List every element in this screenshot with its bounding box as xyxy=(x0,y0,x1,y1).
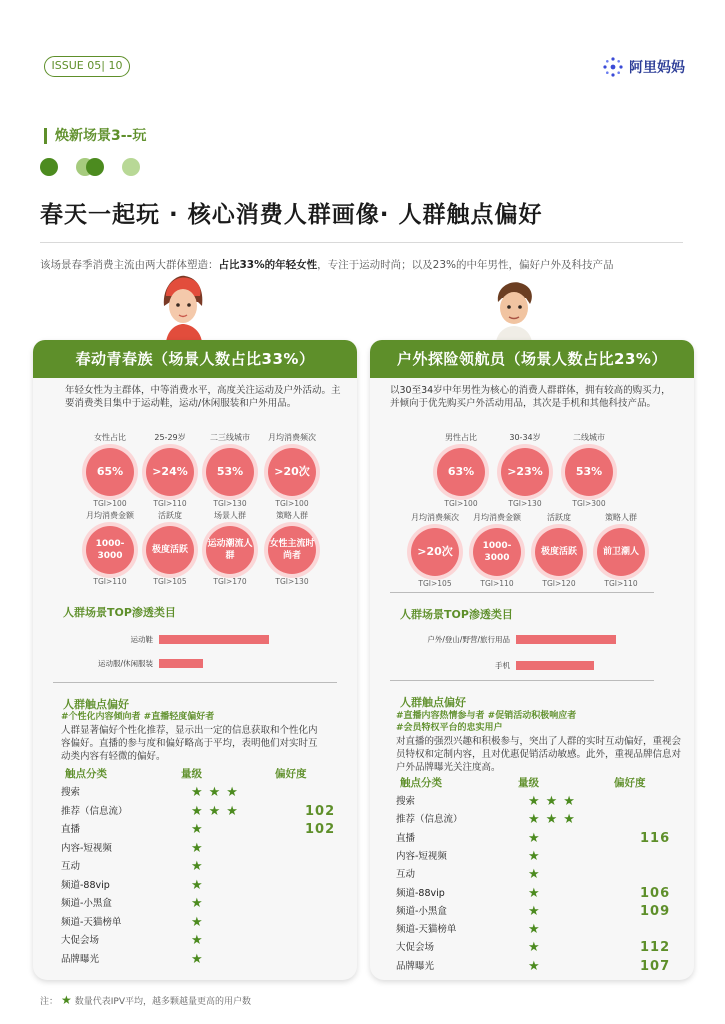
touchpoint-row xyxy=(61,840,341,858)
magnitude-stars: ★ xyxy=(528,940,546,956)
table-header-category: 触点分类 xyxy=(400,777,442,789)
stat-item: 月均消费频次 >20次 TGI>105 xyxy=(411,513,459,588)
stat-item: 30-34岁 >23% TGI>130 xyxy=(494,432,556,508)
magnitude-stars: ★ xyxy=(191,914,209,930)
stat-item: 二线城市 53% TGI>300 xyxy=(558,432,620,508)
touchpoint-name: 大促会场 xyxy=(61,935,100,946)
stat-item: 二三线城市 53% TGI>130 xyxy=(199,432,261,508)
touchpoint-name: 内容-短视频 xyxy=(61,842,112,854)
table-header-magnitude: 量级 xyxy=(181,768,202,780)
touchpoint-name: 频道-小黑盒 xyxy=(396,905,447,917)
touchpoint-name: 频道-88vip xyxy=(396,887,445,899)
preference-value: 102 xyxy=(305,803,336,819)
magnitude-stars: ★ xyxy=(528,848,546,864)
table-header-magnitude: 量级 xyxy=(518,777,539,789)
page-title: 春天一起玩 · 核心消费人群画像· 人群触点偏好 xyxy=(40,202,543,228)
category-bar-row: 户外/登山/野营/旅行用品 xyxy=(380,634,616,645)
magnitude-stars: ★ xyxy=(191,859,209,874)
touchpoint-row xyxy=(396,793,676,811)
category-bar-row: 手机 xyxy=(380,660,594,671)
magnitude-stars: ★ xyxy=(191,933,209,948)
magnitude-stars: ★ xyxy=(528,958,546,974)
star-icon: ★ xyxy=(61,993,72,1007)
magnitude-stars: ★ xyxy=(191,951,209,967)
divider xyxy=(40,242,683,243)
category-bar xyxy=(159,659,203,668)
touchpoint-row xyxy=(61,914,341,932)
table-header-category: 触点分类 xyxy=(65,768,107,780)
magnitude-stars: ★ xyxy=(191,896,209,911)
stat-item: 女性占比 65% TGI>100 xyxy=(79,432,141,508)
touchpoint-row xyxy=(396,885,676,903)
persona-tags: #个性化内容倾向者 #直播轻度偏好者 xyxy=(61,712,215,722)
stat-item: 25-29岁 >24% TGI>110 xyxy=(139,432,201,508)
touchpoint-name: 推荐（信息流） xyxy=(396,814,463,826)
card-header: 春动青春族（场景人数占比33%） xyxy=(33,340,357,378)
touchpoint-row xyxy=(61,821,341,839)
issue-badge: ISSUE 05| 10 xyxy=(44,56,130,77)
top-category-title: 人群场景TOP渗透类目 xyxy=(63,606,176,619)
category-bar xyxy=(516,635,616,644)
category-bar xyxy=(159,635,269,644)
magnitude-stars: ★★★ xyxy=(528,812,581,828)
table-header-preference: 偏好度 xyxy=(614,777,646,789)
touchpoint-name: 直播 xyxy=(61,824,81,835)
touch-description: 人群显著偏好个性化推荐，显示出一定的信息获取和个性化内容偏好。直播的参与度和偏好略高于平均，表明他们对实时互动类内容有轻微的偏好。 xyxy=(61,725,318,762)
touchpoint-row xyxy=(61,877,341,895)
divider xyxy=(53,682,337,683)
touchpoint-row xyxy=(396,848,676,866)
touchpoint-name: 直播 xyxy=(396,832,416,844)
touchpoint-name: 频道-天猫榜单 xyxy=(396,924,457,936)
touchpoint-name: 内容-短视频 xyxy=(396,850,447,862)
magnitude-stars: ★ xyxy=(528,867,546,883)
middle-aged-man-avatar-icon xyxy=(490,280,538,342)
category-bar-row: 运动鞋 xyxy=(53,634,269,645)
touchpoint-row xyxy=(61,858,341,876)
touchpoint-row xyxy=(396,830,676,848)
preference-value: 102 xyxy=(305,822,336,837)
touchpoint-row xyxy=(61,895,341,913)
stat-item: 策略人群 前卫潮人 TGI>110 xyxy=(590,512,652,588)
touch-title: 人群触点偏好 xyxy=(400,696,466,709)
card-header: 户外探险领航员（场景人数占比23%） xyxy=(370,340,694,378)
persona-description: 以30至34岁中年男性为核心的消费人群群体，拥有较高的购买力，并倾向于优先购买户外活动用品，其次是手机和其他科技产品。 xyxy=(390,385,671,409)
category-bar-row: 运动服/休闲服装 xyxy=(53,658,203,669)
stat-item: 策略人群 女性主流时尚者 TGI>130 xyxy=(269,511,315,586)
touchpoint-row xyxy=(396,921,676,939)
divider xyxy=(390,592,654,593)
stat-item: 活跃度 极度活跃 TGI>105 xyxy=(139,510,201,586)
touchpoint-name: 大促会场 xyxy=(396,942,435,954)
brand-logo xyxy=(602,56,685,78)
persona-tags: #直播内容热情参与者 #促销活动积极响应者 #会员特权平台的忠实用户 xyxy=(396,711,577,733)
intro-text: 该场景春季消费主流由两大群体塑造：占比33%的年轻女性，专注于运动时尚；以及23%的中年男性，偏好户外及科技产品 xyxy=(40,259,614,271)
stat-item: 月均消费频次 >20次 TGI>100 xyxy=(268,433,316,508)
preference-value: 112 xyxy=(640,940,671,956)
touchpoint-name: 互动 xyxy=(61,861,81,872)
touchpoint-name: 品牌曝光 xyxy=(396,960,435,972)
touchpoint-row xyxy=(61,951,341,969)
touchpoint-row xyxy=(61,803,341,821)
stat-item: 场景人群 运动潮流人群 TGI>170 xyxy=(207,511,253,586)
table-header-preference: 偏好度 xyxy=(275,768,307,780)
alimama-logo-icon xyxy=(602,56,624,78)
persona-card-outdoor-men xyxy=(370,340,694,980)
footnote: 注： ★ 数量代表IPV平均，越多颗越量更高的用户数 xyxy=(40,993,252,1007)
touchpoint-row xyxy=(396,903,676,921)
stat-item: 月均消费金额 1000-3000 TGI>110 xyxy=(86,511,134,586)
preference-value: 107 xyxy=(640,958,671,974)
preference-value: 109 xyxy=(640,903,671,919)
magnitude-stars: ★★★ xyxy=(528,794,581,809)
magnitude-stars: ★ xyxy=(191,840,209,856)
touchpoint-row xyxy=(61,784,341,802)
category-bar xyxy=(516,661,594,670)
touchpoint-name: 搜索 xyxy=(396,796,416,807)
touchpoint-name: 互动 xyxy=(396,869,416,881)
touchpoint-name: 推荐（信息流） xyxy=(61,805,128,817)
touchpoint-row xyxy=(396,939,676,957)
magnitude-stars: ★ xyxy=(191,877,209,893)
section-label: 焕新场景3--玩 xyxy=(44,128,146,144)
young-woman-avatar-icon xyxy=(158,272,208,342)
persona-card-young-women xyxy=(33,340,357,980)
magnitude-stars: ★ xyxy=(528,830,546,846)
divider xyxy=(390,680,654,681)
touchpoint-row xyxy=(396,958,676,976)
preference-value: 116 xyxy=(640,830,671,846)
stat-item: 月均消费金额 1000-3000 TGI>110 xyxy=(473,513,521,588)
touch-title: 人群触点偏好 xyxy=(63,698,129,711)
persona-description: 年轻女性为主群体，中等消费水平，高度关注运动及户外活动。主要消费类目集中于运动鞋，运动/休闲服装和户外用品。 xyxy=(65,385,341,409)
touchpoint-name: 搜索 xyxy=(61,787,81,798)
decorative-dots xyxy=(40,158,150,178)
touch-description: 对直播的强烈兴趣和积极参与，突出了人群的实时互动偏好，重视会员特权和定制内容，且对优惠促销活动敏感。此外，重视品牌信息对户外品牌曝光关注度高。 xyxy=(396,736,682,773)
magnitude-stars: ★ xyxy=(528,922,546,938)
magnitude-stars: ★ xyxy=(528,885,546,901)
magnitude-stars: ★★★ xyxy=(191,803,244,819)
preference-value: 106 xyxy=(640,885,671,901)
magnitude-stars: ★ xyxy=(528,903,546,919)
touchpoint-name: 频道-88vip xyxy=(61,879,110,891)
touchpoint-name: 品牌曝光 xyxy=(61,953,100,965)
stat-item: 男性占比 63% TGI>100 xyxy=(430,432,492,508)
top-category-title: 人群场景TOP渗透类目 xyxy=(400,608,513,621)
magnitude-stars: ★★★ xyxy=(191,785,244,800)
touchpoint-row xyxy=(396,811,676,829)
touchpoint-name: 频道-小黑盒 xyxy=(61,898,112,909)
touchpoint-name: 频道-天猫榜单 xyxy=(61,916,122,928)
stat-item: 活跃度 极度活跃 TGI>120 xyxy=(528,512,590,588)
touchpoint-row xyxy=(61,932,341,950)
touchpoint-row xyxy=(396,866,676,884)
magnitude-stars: ★ xyxy=(191,822,209,837)
logo-text: 阿里妈妈 xyxy=(629,60,685,76)
